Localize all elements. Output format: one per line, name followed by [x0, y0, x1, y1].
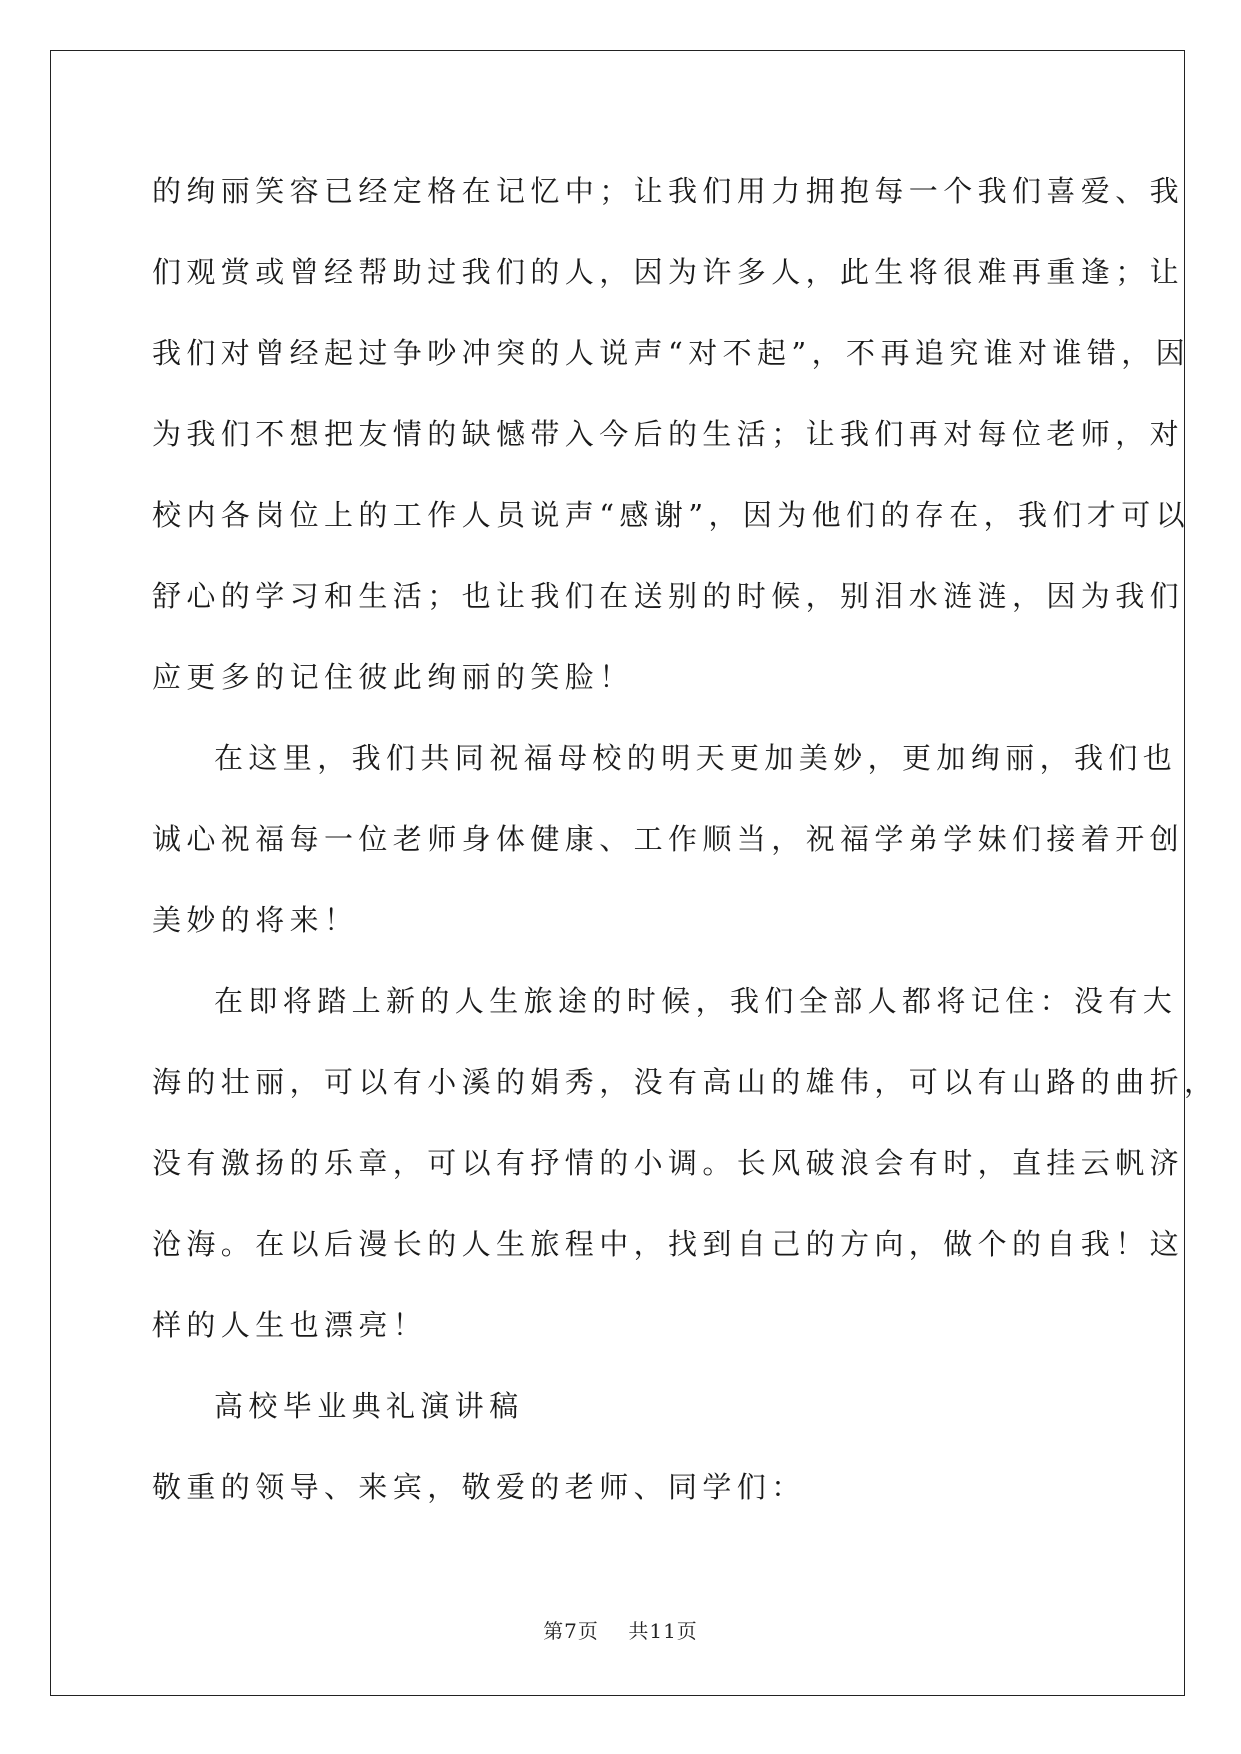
paragraph-start-line: 在这里，我们共同祝福母校的明天更加美妙，更加绚丽，我们也	[214, 741, 1178, 775]
text-line: 们观赏或曾经帮助过我们的人，因为许多人，此生将很难再重逢；让	[152, 255, 1185, 289]
salutation-line: 敬重的领导、来宾，敬爱的老师、同学们：	[152, 1470, 806, 1504]
text-line: 样的人生也漂亮！	[152, 1308, 428, 1342]
text-line: 的绚丽笑容已经定格在记忆中；让我们用力拥抱每一个我们喜爱、我	[152, 174, 1185, 208]
section-title: 高校毕业典礼演讲稿	[214, 1389, 524, 1423]
page-total: 共11页	[628, 1619, 698, 1643]
page-footer	[0, 1615, 1241, 1644]
text-line: 校内各岗位上的工作人员说声“感谢”，因为他们的存在，我们才可以	[152, 498, 1191, 532]
text-line: 诚心祝福每一位老师身体健康、工作顺当，祝福学弟学妹们接着开创	[152, 822, 1185, 856]
text-line: 没有激扬的乐章，可以有抒情的小调。长风破浪会有时，直挂云帆济	[152, 1146, 1185, 1180]
text-line: 沧海。在以后漫长的人生旅程中，找到自己的方向，做个的自我！这	[152, 1227, 1185, 1261]
text-line: 为我们不想把友情的缺憾带入今后的生活；让我们再对每位老师，对	[152, 417, 1185, 451]
text-line: 我们对曾经起过争吵冲突的人说声“对不起”，不再追究谁对谁错，因	[152, 336, 1191, 370]
text-line: 舒心的学习和生活；也让我们在送别的时候，别泪水涟涟，因为我们	[152, 579, 1185, 613]
document-body	[152, 160, 1219, 1537]
text-line: 海的壮丽，可以有小溪的娟秀，没有高山的雄伟，可以有山路的曲折，	[152, 1065, 1219, 1099]
text-line: 应更多的记住彼此绚丽的笑脸！	[152, 660, 634, 694]
text-line: 美妙的将来！	[152, 903, 359, 937]
paragraph-start-line: 在即将踏上新的人生旅途的时候，我们全部人都将记住：没有大	[214, 984, 1178, 1018]
page-number: 第7页	[543, 1619, 599, 1643]
